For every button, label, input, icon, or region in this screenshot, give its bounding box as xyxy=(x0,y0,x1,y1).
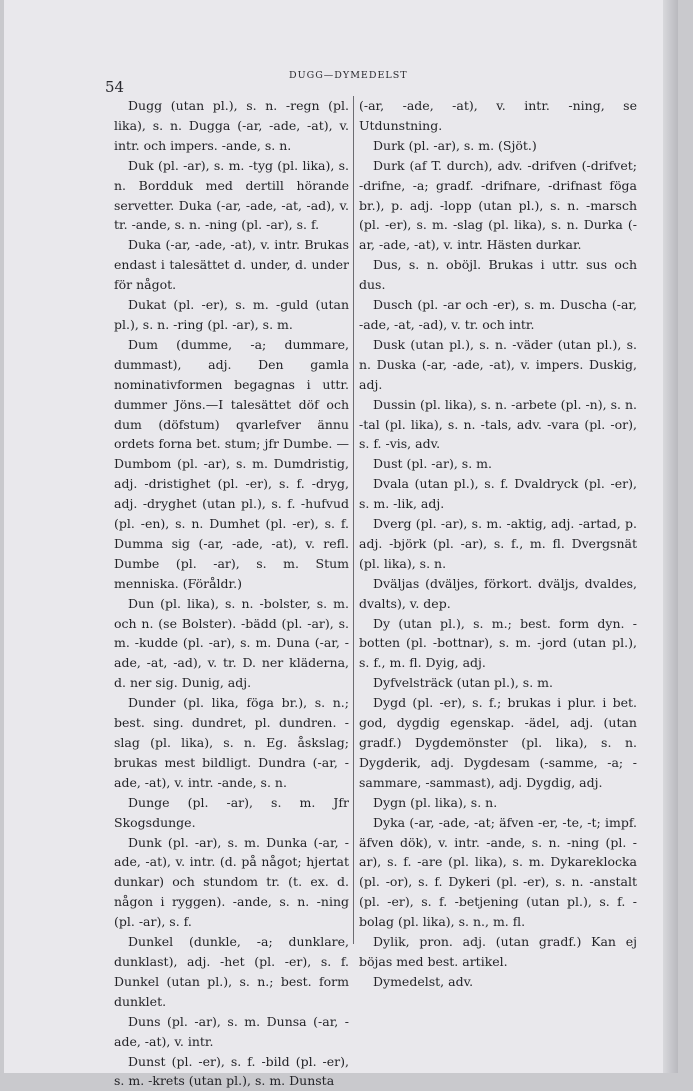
dictionary-page xyxy=(4,0,678,1073)
entry-dvaljas: Dväljas (dväljes, förkort. dväljs, dvaldes, dvalts), v. dep. xyxy=(359,574,637,614)
entry-dy: Dy (utan pl.), s. m.; best. form dyn. -botten (pl. -bottnar), s. m. -jord (utan pl.), s. f., m. fl. Dyig, adj. xyxy=(359,614,637,674)
entry-durk-adv: Durk (af T. durch), adv. -drifven (-drifvet; -drifne, -a; gradf. -drifnare, -drifnast föga br.), p. adj. -lopp (utan pl.), s. n. -marsch (pl. -er), s. m. -slag (pl. lika), s. n. Durka (-ar, -ade, -at), v. intr. Hästen durkar. xyxy=(359,156,637,256)
page-edge xyxy=(663,0,678,1073)
right-column xyxy=(359,96,637,992)
entry-dunst: Dunst (pl. -er), s. f. -bild (pl. -er), s. m. -krets (utan pl.), s. m. Dunsta xyxy=(114,1052,349,1091)
left-column xyxy=(114,96,349,1091)
page-number: 54 xyxy=(105,78,124,96)
entry-dus: Dus, s. n. oböjl. Brukas i uttr. sus och dus. xyxy=(359,255,637,295)
entry-dyfvelstrack: Dyfvelsträck (utan pl.), s. m. xyxy=(359,673,637,693)
entry-durk-noun: Durk (pl. -ar), s. m. (Sjöt.) xyxy=(359,136,637,156)
entry-dust: Dust (pl. -ar), s. m. xyxy=(359,454,637,474)
entry-dunkel: Dunkel (dunkle, -a; dunklare, dunklast), adj. -het (pl. -er), s. f. Dunkel (utan pl.), s. n.; best. form dunklet. xyxy=(114,932,349,1012)
entry-dum: Dum (dumme, -a; dummare, dummast), adj. Den gamla nominativformen begagnas i uttr. dummer Jöns.—I talesättet döf och dum (döfstum) qvarlefver ännu ordets forna bet. stum; jfr Dumbe. — Dumbom (pl. -ar), s. m. Dumdristig, adj. -dristighet (pl. -er), s. f. -dryg, adj. -dryghet (utan pl.), s. f. -hufvud (pl. -en), s. n. Dumhet (pl. -er), s. f. Dumma sig (-ar, -ade, -at), v. refl. Dumbe (pl. -ar), s. m. Stum menniska. (Föråldr.) xyxy=(114,335,349,594)
entry-dygn: Dygn (pl. lika), s. n. xyxy=(359,793,637,813)
entry-dussin: Dussin (pl. lika), s. n. -arbete (pl. -n), s. n. -tal (pl. lika), s. n. -tals, adv. -vara (pl. -or), s. f. -vis, adv. xyxy=(359,395,637,455)
entry-duk: Duk (pl. -ar), s. m. -tyg (pl. lika), s. n. Bordduk med dertill hörande servetter. Duka (-ar, -ade, -at, -ad), v. tr. -ande, s. n. -ning (pl. -ar), s. f. xyxy=(114,156,349,236)
entry-dusk: Dusk (utan pl.), s. n. -väder (utan pl.), s. n. Duska (-ar, -ade, -at), v. impers. Duskig, adj. xyxy=(359,335,637,395)
entry-dygd: Dygd (pl. -er), s. f.; brukas i plur. i bet. god, dygdig egenskap. -ädel, adj. (utan gradf.) Dygdemönster (pl. lika), s. n. Dygderik, adj. Dygdesam (-samme, -a; -sammare, -sammast), adj. Dygdig, adj. xyxy=(359,693,637,793)
entry-dunk: Dunk (pl. -ar), s. m. Dunka (-ar, -ade, -at), v. intr. (d. på något; hjertat dunkar) och stundom tr. (t. ex. d. någon i ryggen). -ande, s. n. -ning (pl. -ar), s. f. xyxy=(114,833,349,933)
entry-dunsta-cont: (-ar, -ade, -at), v. intr. -ning, se Utdunstning. xyxy=(359,96,637,136)
entry-dverg: Dverg (pl. -ar), s. m. -aktig, adj. -artad, p. adj. -björk (pl. -ar), s. f., m. fl. Dvergsnät (pl. lika), s. n. xyxy=(359,514,637,574)
entry-dunge: Dunge (pl. -ar), s. m. Jfr Skogsdunge. xyxy=(114,793,349,833)
entry-dunder: Dunder (pl. lika, föga br.), s. n.; best. sing. dundret, pl. dundren. -slag (pl. lika), s. n. Eg. åskslag; brukas mest bildligt. Dundra (-ar, -ade, -at), v. intr. -ande, s. n. xyxy=(114,693,349,793)
column-rule xyxy=(353,96,354,944)
entry-dylik: Dylik, pron. adj. (utan gradf.) Kan ej böjas med best. artikel. xyxy=(359,932,637,972)
entry-dusch: Dusch (pl. -ar och -er), s. m. Duscha (-ar, -ade, -at, -ad), v. tr. och intr. xyxy=(359,295,637,335)
entry-dvala: Dvala (utan pl.), s. f. Dvaldryck (pl. -er), s. m. -lik, adj. xyxy=(359,474,637,514)
entry-duka: Duka (-ar, -ade, -at), v. intr. Brukas endast i talesättet d. under, d. under för något. xyxy=(114,235,349,295)
entry-dyka: Dyka (-ar, -ade, -at; äfven -er, -te, -t; impf. äfven dök), v. intr. -ande, s. n. -ning (pl. -ar), s. f. -are (pl. lika), s. m. Dykareklocka (pl. -or), s. f. Dykeri (pl. -er), s. n. -anstalt (pl. -er), s. f. -betjening (utan pl.), s. f. -bolag (pl. lika), s. n., m. fl. xyxy=(359,813,637,932)
entry-dymedelst: Dymedelst, adv. xyxy=(359,972,637,992)
running-head: DUGG—DYMEDELST xyxy=(289,70,408,81)
entry-dun: Dun (pl. lika), s. n. -bolster, s. m. och n. (se Bolster). -bädd (pl. -ar), s. m. -kudde (pl. -ar), s. m. Duna (-ar, -ade, -at, -ad), v. tr. D. ner kläderna, d. ner sig. Dunig, adj. xyxy=(114,594,349,694)
entry-duns: Duns (pl. -ar), s. m. Dunsa (-ar, -ade, -at), v. intr. xyxy=(114,1012,349,1052)
entry-dukat: Dukat (pl. -er), s. m. -guld (utan pl.), s. n. -ring (pl. -ar), s. m. xyxy=(114,295,349,335)
entry-dugg: Dugg (utan pl.), s. n. -regn (pl. lika), s. n. Dugga (-ar, -ade, -at), v. intr. och impers. -ande, s. n. xyxy=(114,96,349,156)
